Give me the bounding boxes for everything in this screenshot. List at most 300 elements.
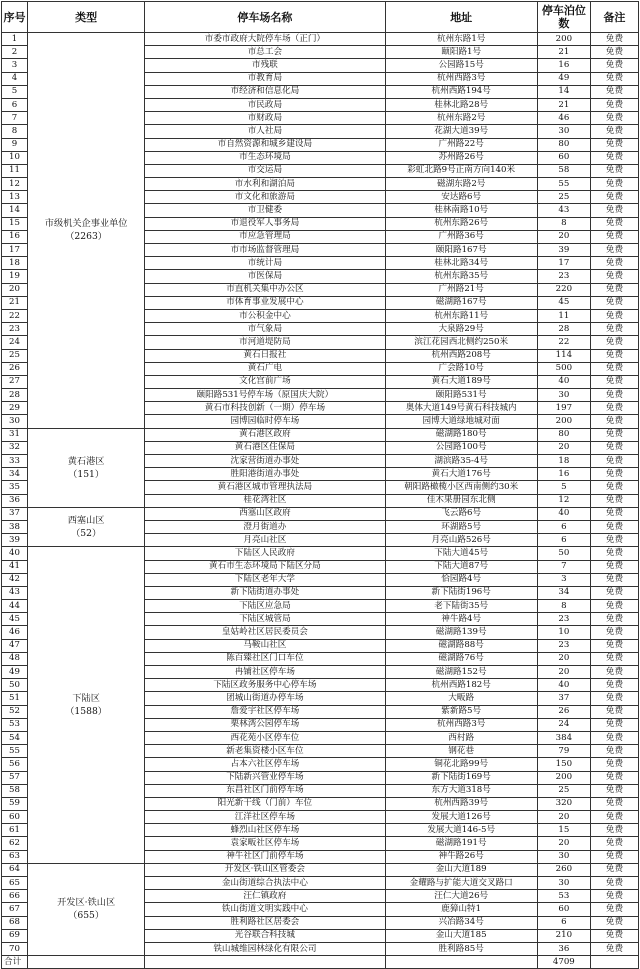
parking-count: 8 (537, 217, 590, 230)
parking-note: 免费 (590, 811, 638, 824)
parking-address: 佳木果册园东北侧 (385, 494, 537, 507)
parking-name: 下陆区政务服务中心停车场 (145, 679, 385, 692)
parking-note: 免费 (590, 151, 638, 164)
parking-address: 胜利路85号 (385, 942, 537, 955)
parking-note: 免费 (590, 507, 638, 520)
total-empty-type (28, 956, 145, 969)
row-no: 38 (2, 520, 28, 533)
parking-count: 36 (537, 942, 590, 955)
parking-count: 80 (537, 138, 590, 151)
parking-name: 詹爱宇社区停车场 (145, 705, 385, 718)
row-no: 13 (2, 191, 28, 204)
parking-name: 澄月街道办 (145, 520, 385, 533)
parking-name: 金山街道综合执法中心 (145, 877, 385, 890)
parking-address: 杭州西路208号 (385, 349, 537, 362)
parking-address: 磁湖路191号 (385, 837, 537, 850)
parking-count: 16 (537, 59, 590, 72)
parking-address: 杭州西路182号 (385, 679, 537, 692)
row-no: 7 (2, 112, 28, 125)
parking-address: 黄石大道176号 (385, 468, 537, 481)
parking-name: 袁家畈社区停车场 (145, 837, 385, 850)
parking-note: 免费 (590, 520, 638, 533)
parking-note: 免费 (590, 534, 638, 547)
parking-name: 西花苑小区停车位 (145, 731, 385, 744)
parking-address: 新下陆街196号 (385, 586, 537, 599)
parking-count: 20 (537, 230, 590, 243)
parking-name: 新老集资楼小区车位 (145, 745, 385, 758)
parking-address: 奥体大道149号黄石科技城内 (385, 402, 537, 415)
parking-name: 神牛社区门前停车场 (145, 850, 385, 863)
parking-name: 市水利和湖泊局 (145, 178, 385, 191)
parking-note: 免费 (590, 560, 638, 573)
parking-note: 免费 (590, 85, 638, 98)
row-no: 10 (2, 151, 28, 164)
row-no: 66 (2, 890, 28, 903)
parking-count: 34 (537, 586, 590, 599)
parking-name: 黄石市科技创新（一期）停车场 (145, 402, 385, 415)
parking-count: 46 (537, 112, 590, 125)
parking-name: 黄石市生态环境局下陆区分局 (145, 560, 385, 573)
row-no: 37 (2, 507, 28, 520)
parking-address: 黄石大道189号 (385, 375, 537, 388)
parking-address: 杭州西路3号 (385, 72, 537, 85)
parking-note: 免费 (590, 46, 638, 59)
parking-count: 23 (537, 639, 590, 652)
row-no: 68 (2, 916, 28, 929)
parking-address: 杭州西路39号 (385, 797, 537, 810)
parking-address: 杭州东路11号 (385, 309, 537, 322)
parking-address: 神牛路4号 (385, 613, 537, 626)
parking-name: 市财政局 (145, 112, 385, 125)
header-address: 地址 (385, 2, 537, 33)
parking-note: 免费 (590, 771, 638, 784)
parking-name: 光谷联合科技城 (145, 929, 385, 942)
parking-note: 免费 (590, 613, 638, 626)
parking-note: 免费 (590, 428, 638, 441)
parking-name: 下陆区老年大学 (145, 573, 385, 586)
table-row (2, 428, 639, 441)
parking-count: 14 (537, 85, 590, 98)
parking-name: 胜阳港街道办事处 (145, 468, 385, 481)
parking-address: 磁湖路88号 (385, 639, 537, 652)
parking-count: 500 (537, 362, 590, 375)
parking-name: 占本六社区停车场 (145, 758, 385, 771)
row-no: 9 (2, 138, 28, 151)
parking-note: 免费 (590, 639, 638, 652)
total-empty-name (145, 956, 385, 969)
parking-count: 200 (537, 771, 590, 784)
parking-count: 20 (537, 811, 590, 824)
row-no: 65 (2, 877, 28, 890)
parking-name: 市医保局 (145, 270, 385, 283)
row-no: 41 (2, 560, 28, 573)
parking-note: 免费 (590, 257, 638, 270)
parking-name: 市教育局 (145, 72, 385, 85)
parking-address: 汪仁大道26号 (385, 890, 537, 903)
parking-address: 彩虹北路9号正南方向140米 (385, 164, 537, 177)
row-no: 15 (2, 217, 28, 230)
table-row (2, 547, 639, 560)
table-row (2, 863, 639, 876)
parking-count: 150 (537, 758, 590, 771)
parking-count: 210 (537, 929, 590, 942)
parking-address: 桂林南路10号 (385, 204, 537, 217)
parking-address: 神牛路26号 (385, 850, 537, 863)
parking-name: 黄石港区政府 (145, 428, 385, 441)
parking-note: 免费 (590, 600, 638, 613)
parking-count: 23 (537, 613, 590, 626)
parking-note: 免费 (590, 309, 638, 322)
parking-address: 鹿獐山特1 (385, 903, 537, 916)
parking-name: 皇姑岭社区居民委员会 (145, 626, 385, 639)
parking-note: 免费 (590, 455, 638, 468)
row-no: 69 (2, 929, 28, 942)
parking-note: 免费 (590, 718, 638, 731)
category-total: （1588） (65, 706, 107, 718)
row-no: 22 (2, 309, 28, 322)
row-no: 27 (2, 375, 28, 388)
parking-address: 东方大道318号 (385, 784, 537, 797)
parking-count: 60 (537, 151, 590, 164)
parking-count: 24 (537, 718, 590, 731)
header-note: 备注 (590, 2, 638, 33)
parking-count: 114 (537, 349, 590, 362)
row-no: 21 (2, 296, 28, 309)
row-no: 32 (2, 441, 28, 454)
row-no: 50 (2, 679, 28, 692)
parking-name: 市民政局 (145, 98, 385, 111)
parking-address: 安达路6号 (385, 191, 537, 204)
parking-note: 免费 (590, 270, 638, 283)
header-row (2, 2, 639, 33)
parking-note: 免费 (590, 942, 638, 955)
parking-address: 磁湖路76号 (385, 652, 537, 665)
parking-address: 发展大道146-5号 (385, 824, 537, 837)
parking-address: 湖滨路35-4号 (385, 455, 537, 468)
parking-note: 免费 (590, 692, 638, 705)
parking-note: 免费 (590, 389, 638, 402)
parking-address: 磁湖路152号 (385, 666, 537, 679)
parking-name: 铁山城维园林绿化有限公司 (145, 942, 385, 955)
category-cell (28, 547, 145, 864)
parking-count: 45 (537, 296, 590, 309)
total-label: 合计 (2, 956, 28, 969)
parking-note: 免费 (590, 323, 638, 336)
row-no: 16 (2, 230, 28, 243)
parking-name: 市经济和信息化局 (145, 85, 385, 98)
total-count: 4709 (537, 956, 590, 969)
header-no: 序号 (2, 2, 28, 33)
parking-note: 免费 (590, 494, 638, 507)
parking-count: 26 (537, 705, 590, 718)
parking-name: 文化宫前广场 (145, 375, 385, 388)
parking-name: 园博园临时停车场 (145, 415, 385, 428)
total-row (2, 956, 639, 969)
parking-name: 阳光新干线（门前）车位 (145, 797, 385, 810)
parking-address: 杭州西路3号 (385, 718, 537, 731)
parking-note: 免费 (590, 244, 638, 257)
parking-name: 下陆区城管局 (145, 613, 385, 626)
parking-address: 磁湖路167号 (385, 296, 537, 309)
category-cell (28, 507, 145, 547)
row-no: 33 (2, 455, 28, 468)
row-no: 8 (2, 125, 28, 138)
parking-name: 马鞍山社区 (145, 639, 385, 652)
parking-count: 60 (537, 903, 590, 916)
row-no: 19 (2, 270, 28, 283)
parking-address: 大畈路 (385, 692, 537, 705)
parking-name: 市文化和旅游局 (145, 191, 385, 204)
parking-note: 免费 (590, 204, 638, 217)
parking-note: 免费 (590, 745, 638, 758)
parking-note: 免费 (590, 98, 638, 111)
parking-note: 免费 (590, 230, 638, 243)
parking-count: 25 (537, 784, 590, 797)
parking-address: 大泉路29号 (385, 323, 537, 336)
row-no: 35 (2, 481, 28, 494)
parking-count: 320 (537, 797, 590, 810)
category-name: 西塞山区 (67, 515, 105, 527)
parking-name: 颐阳路531号停车场（原国庆大院） (145, 389, 385, 402)
parking-note: 免费 (590, 890, 638, 903)
parking-name: 市残联 (145, 59, 385, 72)
parking-address: 桂林北路34号 (385, 257, 537, 270)
table-row (2, 33, 639, 46)
row-no: 60 (2, 811, 28, 824)
parking-count: 10 (537, 626, 590, 639)
parking-name: 市卫健委 (145, 204, 385, 217)
parking-note: 免费 (590, 903, 638, 916)
parking-address: 广州路22号 (385, 138, 537, 151)
parking-count: 197 (537, 402, 590, 415)
row-no: 62 (2, 837, 28, 850)
parking-name: 市交运局 (145, 164, 385, 177)
parking-address: 苏州路26号 (385, 151, 537, 164)
parking-address: 滨江花园西北侧约250米 (385, 336, 537, 349)
category-total: （52） (71, 528, 102, 540)
parking-note: 免费 (590, 850, 638, 863)
parking-name: 桂花湾社区 (145, 494, 385, 507)
parking-address: 发展大道126号 (385, 811, 537, 824)
parking-note: 免费 (590, 731, 638, 744)
parking-note: 免费 (590, 929, 638, 942)
parking-count: 30 (537, 389, 590, 402)
row-no: 1 (2, 33, 28, 46)
parking-name: 东昌社区门前停车场 (145, 784, 385, 797)
parking-note: 免费 (590, 283, 638, 296)
parking-count: 22 (537, 336, 590, 349)
parking-note: 免费 (590, 666, 638, 679)
total-empty-note (590, 956, 638, 969)
row-no: 67 (2, 903, 28, 916)
row-no: 14 (2, 204, 28, 217)
header-name: 停车场名称 (145, 2, 385, 33)
row-no: 49 (2, 666, 28, 679)
parking-name: 冉铺社区停车场 (145, 666, 385, 679)
row-no: 51 (2, 692, 28, 705)
parking-address: 颐阳路1号 (385, 46, 537, 59)
parking-count: 8 (537, 600, 590, 613)
category-cell (28, 863, 145, 955)
parking-note: 免费 (590, 797, 638, 810)
row-no: 17 (2, 244, 28, 257)
parking-count: 25 (537, 191, 590, 204)
parking-name: 市公积金中心 (145, 309, 385, 322)
category-name: 下陆区 (72, 693, 100, 705)
parking-name: 市委市政府大院停车场（正门） (145, 33, 385, 46)
parking-name: 市统计局 (145, 257, 385, 270)
row-no: 70 (2, 942, 28, 955)
parking-address: 颐阳路531号 (385, 389, 537, 402)
parking-count: 23 (537, 270, 590, 283)
parking-count: 384 (537, 731, 590, 744)
parking-address: 恰园路4号 (385, 573, 537, 586)
parking-count: 49 (537, 72, 590, 85)
parking-note: 免费 (590, 626, 638, 639)
parking-note: 免费 (590, 916, 638, 929)
row-no: 4 (2, 72, 28, 85)
parking-address: 公园路15号 (385, 59, 537, 72)
row-no: 64 (2, 863, 28, 876)
parking-count: 30 (537, 125, 590, 138)
parking-count: 7 (537, 560, 590, 573)
parking-name: 市自然资源和城乡建设局 (145, 138, 385, 151)
parking-address: 广会路10号 (385, 362, 537, 375)
parking-count: 40 (537, 507, 590, 520)
parking-address: 金山大道189 (385, 863, 537, 876)
parking-address: 金耀路与扩能大道交叉路口 (385, 877, 537, 890)
parking-name: 西塞山区政府 (145, 507, 385, 520)
parking-count: 37 (537, 692, 590, 705)
parking-count: 260 (537, 863, 590, 876)
parking-count: 11 (537, 309, 590, 322)
parking-name: 市总工会 (145, 46, 385, 59)
parking-name: 黄石日报社 (145, 349, 385, 362)
parking-count: 21 (537, 98, 590, 111)
parking-address: 杭州东路35号 (385, 270, 537, 283)
parking-address: 花湖大道39号 (385, 125, 537, 138)
parking-note: 免费 (590, 178, 638, 191)
row-no: 47 (2, 639, 28, 652)
row-no: 56 (2, 758, 28, 771)
parking-address: 广州路21号 (385, 283, 537, 296)
parking-count: 200 (537, 415, 590, 428)
row-no: 39 (2, 534, 28, 547)
parking-note: 免费 (590, 296, 638, 309)
parking-note: 免费 (590, 402, 638, 415)
parking-count: 20 (537, 837, 590, 850)
parking-address: 新下陆街169号 (385, 771, 537, 784)
row-no: 6 (2, 98, 28, 111)
row-no: 46 (2, 626, 28, 639)
parking-name: 栗林湾公园停车场 (145, 718, 385, 731)
parking-address: 磁湖路139号 (385, 626, 537, 639)
row-no: 63 (2, 850, 28, 863)
parking-address: 金山大道185 (385, 929, 537, 942)
parking-address: 钢花巷 (385, 745, 537, 758)
parking-count: 5 (537, 481, 590, 494)
row-no: 31 (2, 428, 28, 441)
category-total: （151） (68, 468, 105, 480)
parking-address: 铜花北路99号 (385, 758, 537, 771)
parking-count: 39 (537, 244, 590, 257)
row-no: 23 (2, 323, 28, 336)
row-no: 24 (2, 336, 28, 349)
table-body (2, 33, 639, 956)
parking-count: 80 (537, 428, 590, 441)
parking-count: 20 (537, 441, 590, 454)
parking-note: 免费 (590, 784, 638, 797)
category-total: （655） (68, 910, 105, 922)
parking-note: 免费 (590, 679, 638, 692)
parking-note: 免费 (590, 59, 638, 72)
row-no: 57 (2, 771, 28, 784)
parking-count: 28 (537, 323, 590, 336)
parking-address: 园博大道绿地城对面 (385, 415, 537, 428)
row-no: 12 (2, 178, 28, 191)
parking-name: 蜂烈山社区停车场 (145, 824, 385, 837)
parking-name: 下陆区人民政府 (145, 547, 385, 560)
parking-note: 免费 (590, 573, 638, 586)
parking-name: 市生态环境局 (145, 151, 385, 164)
parking-note: 免费 (590, 481, 638, 494)
parking-count: 6 (537, 520, 590, 533)
parking-count: 12 (537, 494, 590, 507)
row-no: 40 (2, 547, 28, 560)
parking-count: 17 (537, 257, 590, 270)
parking-count: 20 (537, 666, 590, 679)
parking-name: 陈百臻社区门口车位 (145, 652, 385, 665)
parking-note: 免费 (590, 138, 638, 151)
parking-name: 市气象局 (145, 323, 385, 336)
category-cell (28, 33, 145, 429)
parking-name: 黄石广电 (145, 362, 385, 375)
parking-note: 免费 (590, 863, 638, 876)
parking-name: 胜利路社区居委会 (145, 916, 385, 929)
table-row (2, 507, 639, 520)
parking-count: 40 (537, 375, 590, 388)
parking-name: 铁山街道文明实践中心 (145, 903, 385, 916)
parking-name: 市应急管理局 (145, 230, 385, 243)
row-no: 59 (2, 797, 28, 810)
parking-note: 免费 (590, 375, 638, 388)
row-no: 11 (2, 164, 28, 177)
parking-address: 杭州东路1号 (385, 33, 537, 46)
parking-name: 开发区·铁山区管委会 (145, 863, 385, 876)
header-count: 停车泊位数 (537, 2, 590, 33)
parking-note: 免费 (590, 336, 638, 349)
row-no: 5 (2, 85, 28, 98)
parking-note: 免费 (590, 586, 638, 599)
row-no: 34 (2, 468, 28, 481)
parking-address: 月亮山路526号 (385, 534, 537, 547)
row-no: 45 (2, 613, 28, 626)
parking-name: 市直机关集中办公区 (145, 283, 385, 296)
parking-count: 21 (537, 46, 590, 59)
parking-count: 6 (537, 534, 590, 547)
parking-note: 免费 (590, 468, 638, 481)
category-cell (28, 428, 145, 507)
parking-count: 220 (537, 283, 590, 296)
parking-note: 免费 (590, 217, 638, 230)
parking-note: 免费 (590, 837, 638, 850)
parking-note: 免费 (590, 705, 638, 718)
parking-note: 免费 (590, 415, 638, 428)
parking-count: 18 (537, 455, 590, 468)
parking-note: 免费 (590, 33, 638, 46)
parking-count: 58 (537, 164, 590, 177)
parking-address: 下陆大道87号 (385, 560, 537, 573)
